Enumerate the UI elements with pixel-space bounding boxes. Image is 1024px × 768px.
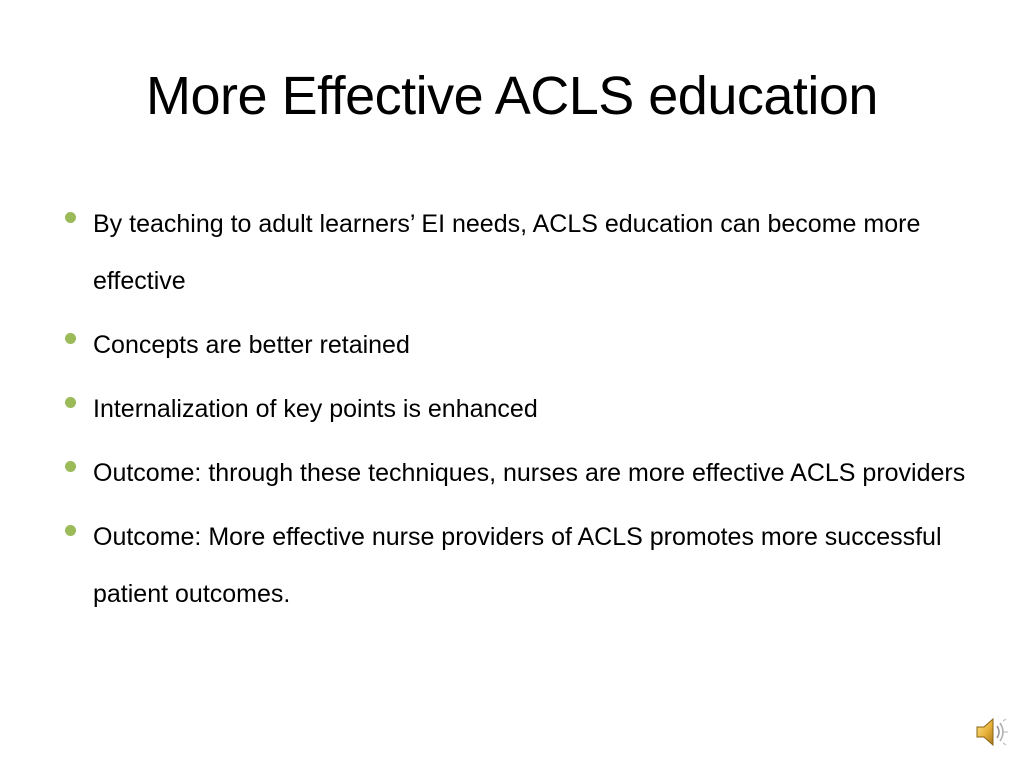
- bullet-item: [64, 196, 974, 310]
- bullet-dot-icon: [65, 212, 76, 223]
- bullet-dot-icon: [65, 333, 76, 344]
- bullet-text: Internalization of key points is enhanced: [93, 395, 538, 423]
- speaker-icon-graphic: [973, 714, 1009, 750]
- bullet-dot-icon: [65, 525, 76, 536]
- bullet-text: By teaching to adult learners’ EI needs, ACLS education can become more effective: [93, 210, 921, 295]
- bullet-item: [64, 445, 974, 502]
- bullet-dot-icon: [65, 461, 76, 472]
- bullet-text: Outcome: More effective nurse providers of ACLS promotes more successful patient outcomes.: [93, 523, 942, 608]
- bullet-list: [64, 196, 974, 630]
- slide-title: More Effective ACLS education: [146, 66, 878, 126]
- bullet-text: Concepts are better retained: [93, 331, 410, 359]
- bullet-item: [64, 317, 974, 374]
- bullet-dot-icon: [65, 397, 76, 408]
- bullet-text: Outcome: through these techniques, nurses are more effective ACLS providers: [93, 459, 966, 487]
- bullet-item: [64, 381, 974, 438]
- speaker-icon[interactable]: [973, 714, 1009, 750]
- bullet-item: [64, 509, 974, 623]
